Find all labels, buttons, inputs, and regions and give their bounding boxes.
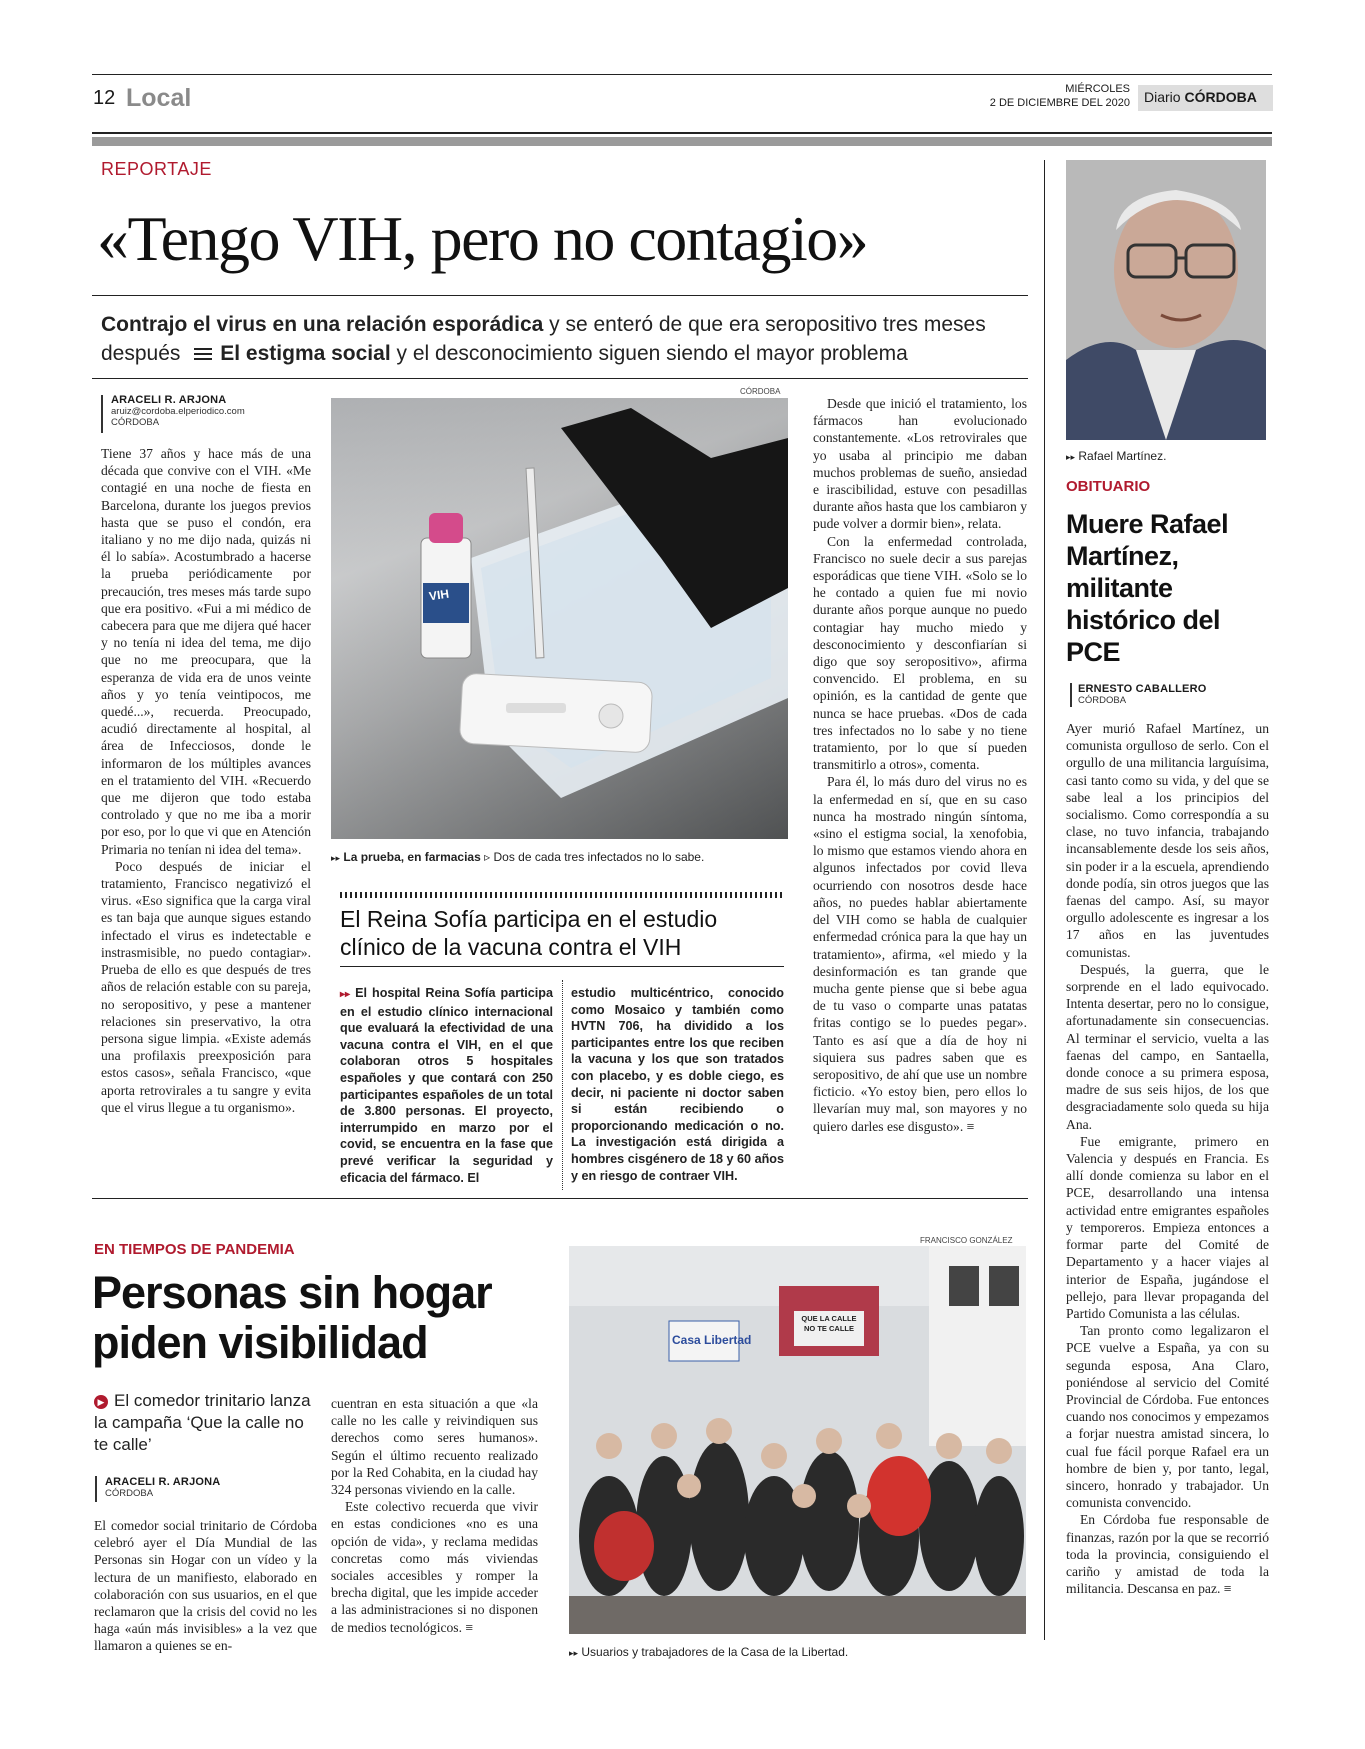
masthead-prefix: Diario xyxy=(1144,89,1181,105)
main-photo-caption xyxy=(331,850,791,864)
main-paragraph: Poco después de iniciar el tratamiento, Francisco negativizó el virus. «Eso significa que la carga viral es tan baja que aunque sigues estando infectado el virus es indetectable e instrasmisible, no puedo contagiar». Prueba de ello es que después de tres años de relación estable con su pareja, no seropositivo, y pese a mantener relaciones sin preservativo, la otra persona sigue limpia. «Existe además una profilaxis preexposición para estos casos», señala Francisco, «que aporta retrovirales a tu sangre y evita que el virus llegue a tu organismo». xyxy=(101,858,311,1115)
subhead-bold-2: El estigma social xyxy=(220,342,391,365)
top-rule xyxy=(92,74,1272,75)
bottom-photo-credit: FRANCISCO GONZÁLEZ xyxy=(920,1236,1013,1245)
triangle-bullet-icon: ▸▸ xyxy=(340,989,351,1000)
bottom-column-2 xyxy=(331,1395,538,1636)
triangle-bullet-icon: ▸▸ xyxy=(1066,452,1076,462)
obituary-kicker: OBITUARIO xyxy=(1066,478,1151,495)
main-bottom-rule xyxy=(92,1198,1028,1199)
photo-credit: CÓRDOBA xyxy=(740,387,781,396)
main-column-3 xyxy=(813,395,1027,1195)
header-date: 2 DE DICIEMBRE DEL 2020 xyxy=(989,97,1130,109)
triangle-bullet-icon: ▸▸ xyxy=(569,1648,579,1658)
hiv-test-photo xyxy=(331,398,788,839)
bottom-byline-place: CÓRDOBA xyxy=(105,1488,154,1499)
rafael-martinez-portrait xyxy=(1066,160,1266,440)
header-gray-band xyxy=(92,137,1272,146)
box-title: El Reina Sofía participa en el estudio clínico de la vacuna contra el VIH xyxy=(340,906,718,960)
main-column-1 xyxy=(101,445,311,1195)
obituary-paragraph: Tan pronto como legalizaron el PCE vuelve a España, ya con su segunda esposa, Ana Claro, poniéndose al servicio del Comité Provincial de Córdoba. Fue entonces cuando nos conocimos y empezamos a forjar nuestra amistad sincera, lo cual fue fácil porque Rafael era un hombre de bien y, por tanto, legal, sincero, honrado y trabajador. Un comunista convencido. xyxy=(1066,1323,1269,1511)
caption-text: Dos de cada tres infectados no lo sabe. xyxy=(493,850,705,864)
subhead-text-2: y el desconocimiento siguen siendo el mayor problema xyxy=(390,342,908,365)
bottom-headline: Personas sin hogar piden visibilidad xyxy=(92,1267,492,1368)
bottom-column-1 xyxy=(94,1517,317,1655)
main-paragraph: Tiene 37 años y hace más de una década que convive con el VIH. «Me contagié en una noche de fiesta en Barcelona, durante los juegos previos hasta que se puso el condón, era italiano y no me dijo nada, quizás ni él lo sabía». Acostumbrado a hacerse la prueba periódicamente por precaución, tres meses más tarde supo que era positivo. «Fui a mi médico de cabecera para que me dijera qué hacer y no tenía ni idea del tema, me dijo que no me preocupara, que la esperanza de vida era de unos veinte años y yo tenía veintipocos, me quedé...», recuerda. Preocupado, acudió directamente al hospital, al área de Infecciosos, donde le informaron de los múltiples avances en el tratamiento del VIH. «Recuerdo que me dijeron que todo estaba controlado y que no me iba a morir por eso, por lo que vi que en Atención Primaria no tenían ni idea del tema». xyxy=(101,446,311,857)
hiv-test-illustration xyxy=(331,398,788,839)
bottom-photo-caption xyxy=(569,1645,848,1659)
bottom-paragraph: El comedor social trinitario de Córdoba celebró ayer el Día Mundial de las Personas sin Hogar con un vídeo y la lectura de un manifiesto, elaborado en colaboración con sus usuarios, en el que reclamaron que la crisis del covid no les haga «aún más invisibles» a la vez que llamaron a quienes se en- xyxy=(94,1518,317,1654)
bottom-subhead xyxy=(94,1390,319,1456)
subhead-text-1: y se enteró de que era seropositivo tres meses después xyxy=(101,313,986,365)
box-title-rule xyxy=(340,966,784,967)
masthead-name: CÓRDOBA xyxy=(1184,89,1257,105)
main-paragraph: Para él, lo más duro del virus no es la enfermedad en sí, que en su caso nunca ha mostrado ningún síntoma, «sino el estigma social, la xenofobia, lo mismo que estamos viendo ahora en algunos infectados por covid lleva ocurriendo con nosotros desde hace años, no puedes hablar abiertamente del VIH como se habla de cualquier enfermedad crónica para la que hay un tratamiento», afirma, «el miedo y la desinformación es tan grande que mucha gente piense que si bebe agua de tu vaso o comparte unas patatas fritas contigo se lo puedes pegar». Tanto es así que a día de hoy ni siquiera sus padres saben que es seropositivo, de ahí que use un nombre ficticio. «Yo estoy bien, pero ellos lo llevarían muy mal, son mayores y no quiero darles ese disgusto». ≡ xyxy=(813,774,1027,1134)
bottom-paragraph: Este colectivo recuerda que vivir en estas condiciones «no es una opción de vida», y reclama medidas concretas como más viviendas sociales accesibles y romper la brecha digital, que les impide acceder a las administraciones si no disponen de medios tecnológicos. ≡ xyxy=(331,1499,538,1635)
section-name: Local xyxy=(126,84,192,112)
main-paragraph: Desde que inició el tratamiento, los fármacos han evolucionado constantemente. «Los retrovirales que yo usaba al principio me daban muchos problemas de sueño, ansiedad e irascibilidad, estuve con pesadillas durante años hasta que los cambiaron y pude volver a dormir bien», relata. xyxy=(813,396,1027,532)
obituary-paragraph: Después, la guerra, que le sorprende en el lado equivocado. Intenta desertar, pero no lo consigue, afortunadamente sin consecuencias. Al terminar el servicio, vuelta a las faenas del campo, en Santaella, donde conoce a su primera esposa, madre de sus seis hijos, de los que desgraciadamente solo queda su hija Ana. xyxy=(1066,961,1269,1132)
obituary-byline-name: ERNESTO CABALLERO xyxy=(1078,683,1207,695)
obituary-paragraph: En Córdoba fue responsable de finanzas, razón por la que se recorrió toda la provincia, consiguiendo el cariño y amistad de toda la militancia. Descansa en paz. ≡ xyxy=(1066,1512,1269,1597)
obituary-caption-text: Rafael Martínez. xyxy=(1078,449,1167,463)
headline-rule xyxy=(92,295,1028,296)
main-byline xyxy=(111,394,245,428)
masthead xyxy=(1138,85,1273,111)
main-paragraph: Con la enfermedad controlada, Francisco no suele decir a sus parejas esporádicas que tiene VIH. «Solo se lo he contado a quien fue mi novio durante años porque aunque no puedo contagiar hay mucho miedo y desconocimiento y desconfiarían si digo que soy seropositivo», afirma convencido. El problema, en su opinión, es la cantidad de gente que nunca se hace pruebas. «Dos de cada tres infectados no lo sabe y no tiene tratamiento, por lo que sí pueden transmitirlo a otros», comenta. xyxy=(813,533,1027,773)
obituary-byline-place: CÓRDOBA xyxy=(1078,695,1127,706)
main-headline: «Tengo VIH, pero no contagio» xyxy=(97,203,868,274)
subhead-bold-1: Contrajo el virus en una relación esporádica xyxy=(101,313,544,336)
header-bottom-rule xyxy=(92,132,1272,134)
kit-label: VIH xyxy=(428,586,450,604)
sign-house: Casa Libertad xyxy=(672,1333,752,1347)
box-column-divider xyxy=(562,980,563,1190)
bottom-caption-text: Usuarios y trabajadores de la Casa de la Libertad. xyxy=(581,1645,849,1659)
byline-email: aruiz@cordoba.elperiodico.com xyxy=(111,406,245,417)
obituary-text xyxy=(1066,720,1269,1640)
obituary-photo-caption xyxy=(1066,449,1166,463)
subhead-rule xyxy=(92,378,1028,379)
bottom-subhead-text: El comedor trinitario lanza la campaña ‘Que la calle no te calle’ xyxy=(94,1391,311,1454)
box-column-2: estudio multicéntrico, conocido como Mosaico y también como HVTN 706, ha dividido a los participantes entre los que reciben la vacuna y los que son tratados con placebo, y es doble ciego, es decir, ni paciente ni doctor saben si están recibiendo o proporcionando medicación o no. La investigación está dirigida a hombres cisgénero de 18 y 60 años y en riesgo de contraer VIH. xyxy=(571,986,784,1183)
triangle-bullet-icon: ▹ xyxy=(484,850,491,864)
obituary-byline-bar xyxy=(1070,683,1072,707)
byline-place: CÓRDOBA xyxy=(111,417,160,428)
byline-name: ARACELI R. ARJONA xyxy=(111,394,227,406)
casa-libertad-photo xyxy=(569,1246,1026,1634)
bottom-paragraph: cuentran en esta situación a que «la calle no les calle y reivindiquen sus derechos como seres humanos». Según el último recuento realizado por la Red Cohabita, en la ciudad hay 324 personas viviendo en la calle. xyxy=(331,1396,538,1498)
portrait-illustration xyxy=(1066,160,1266,440)
main-kicker: REPORTAJE xyxy=(101,159,212,179)
obituary-headline: Muere Rafael Martínez, militante histórico del PCE xyxy=(1066,509,1229,667)
bottom-byline-name: ARACELI R. ARJONA xyxy=(105,1476,221,1488)
obituary-byline xyxy=(1078,683,1206,706)
box-text-1: El hospital Reina Sofía participa en el estudio clínico internacional que evaluará la efectividad de una vacuna contra el VIH, en el que colaboran otros 5 hospitales españoles y que contará con 250 participantes españoles de un total de 3.800 personas. El proyecto, interrumpido en marzo por el covid, se encuentra en la fase que prevé verificar la seguridad y eficacia del fármaco. El xyxy=(340,986,554,1185)
circle-arrow-icon: ▶ xyxy=(94,1395,108,1409)
header-weekday: MIÉRCOLES xyxy=(1065,83,1130,95)
byline-bar xyxy=(101,395,103,433)
bottom-byline xyxy=(105,1476,220,1499)
caption-bold: La prueba, en farmacias xyxy=(343,850,481,864)
sign-banner: QUE LA CALLE NO TE CALLE xyxy=(801,1314,857,1333)
obituary-separator xyxy=(1044,160,1045,1640)
group-photo-illustration xyxy=(569,1246,1026,1634)
obituary-paragraph: Ayer murió Rafael Martínez, un comunista orgulloso de serlo. Con el orgullo de una militancia larguísima, casi tanto como su vida, y del que se sabe leal a los principios del socialismo. Como correspondía a su clase, no tuvo infancia, trabajando incansablemente desde los seis años, sin poder ir a la escuela, aprendiendo donde podía, sin otros juegos que las faenas del campo. Así, su mayor orgullo adolescente es ingresar a los 17 años en las juventudes comunistas. xyxy=(1066,721,1269,960)
main-subhead xyxy=(101,310,1036,368)
box-column-1 xyxy=(340,985,553,1186)
bottom-kicker: EN TIEMPOS DE PANDEMIA xyxy=(94,1241,295,1258)
box-dashed-rule xyxy=(340,892,784,898)
triangle-bullet-icon: ▸▸ xyxy=(331,853,341,863)
triple-bar-icon xyxy=(194,348,212,360)
bottom-byline-bar xyxy=(95,1476,97,1502)
page-number: 12 xyxy=(93,87,116,109)
obituary-paragraph: Fue emigrante, primero en Valencia y después en Francia. Es allí donde comienza su labor en el PCE, desarrollando una intensa actividad entre emigrantes españoles y temporeros. Empieza entonces a formar parte del Comité de Departamento y a hacer viajes al interior de España, jugándose el pellejo, para llevar propaganda del Partido Comunista a las células. xyxy=(1066,1133,1269,1321)
